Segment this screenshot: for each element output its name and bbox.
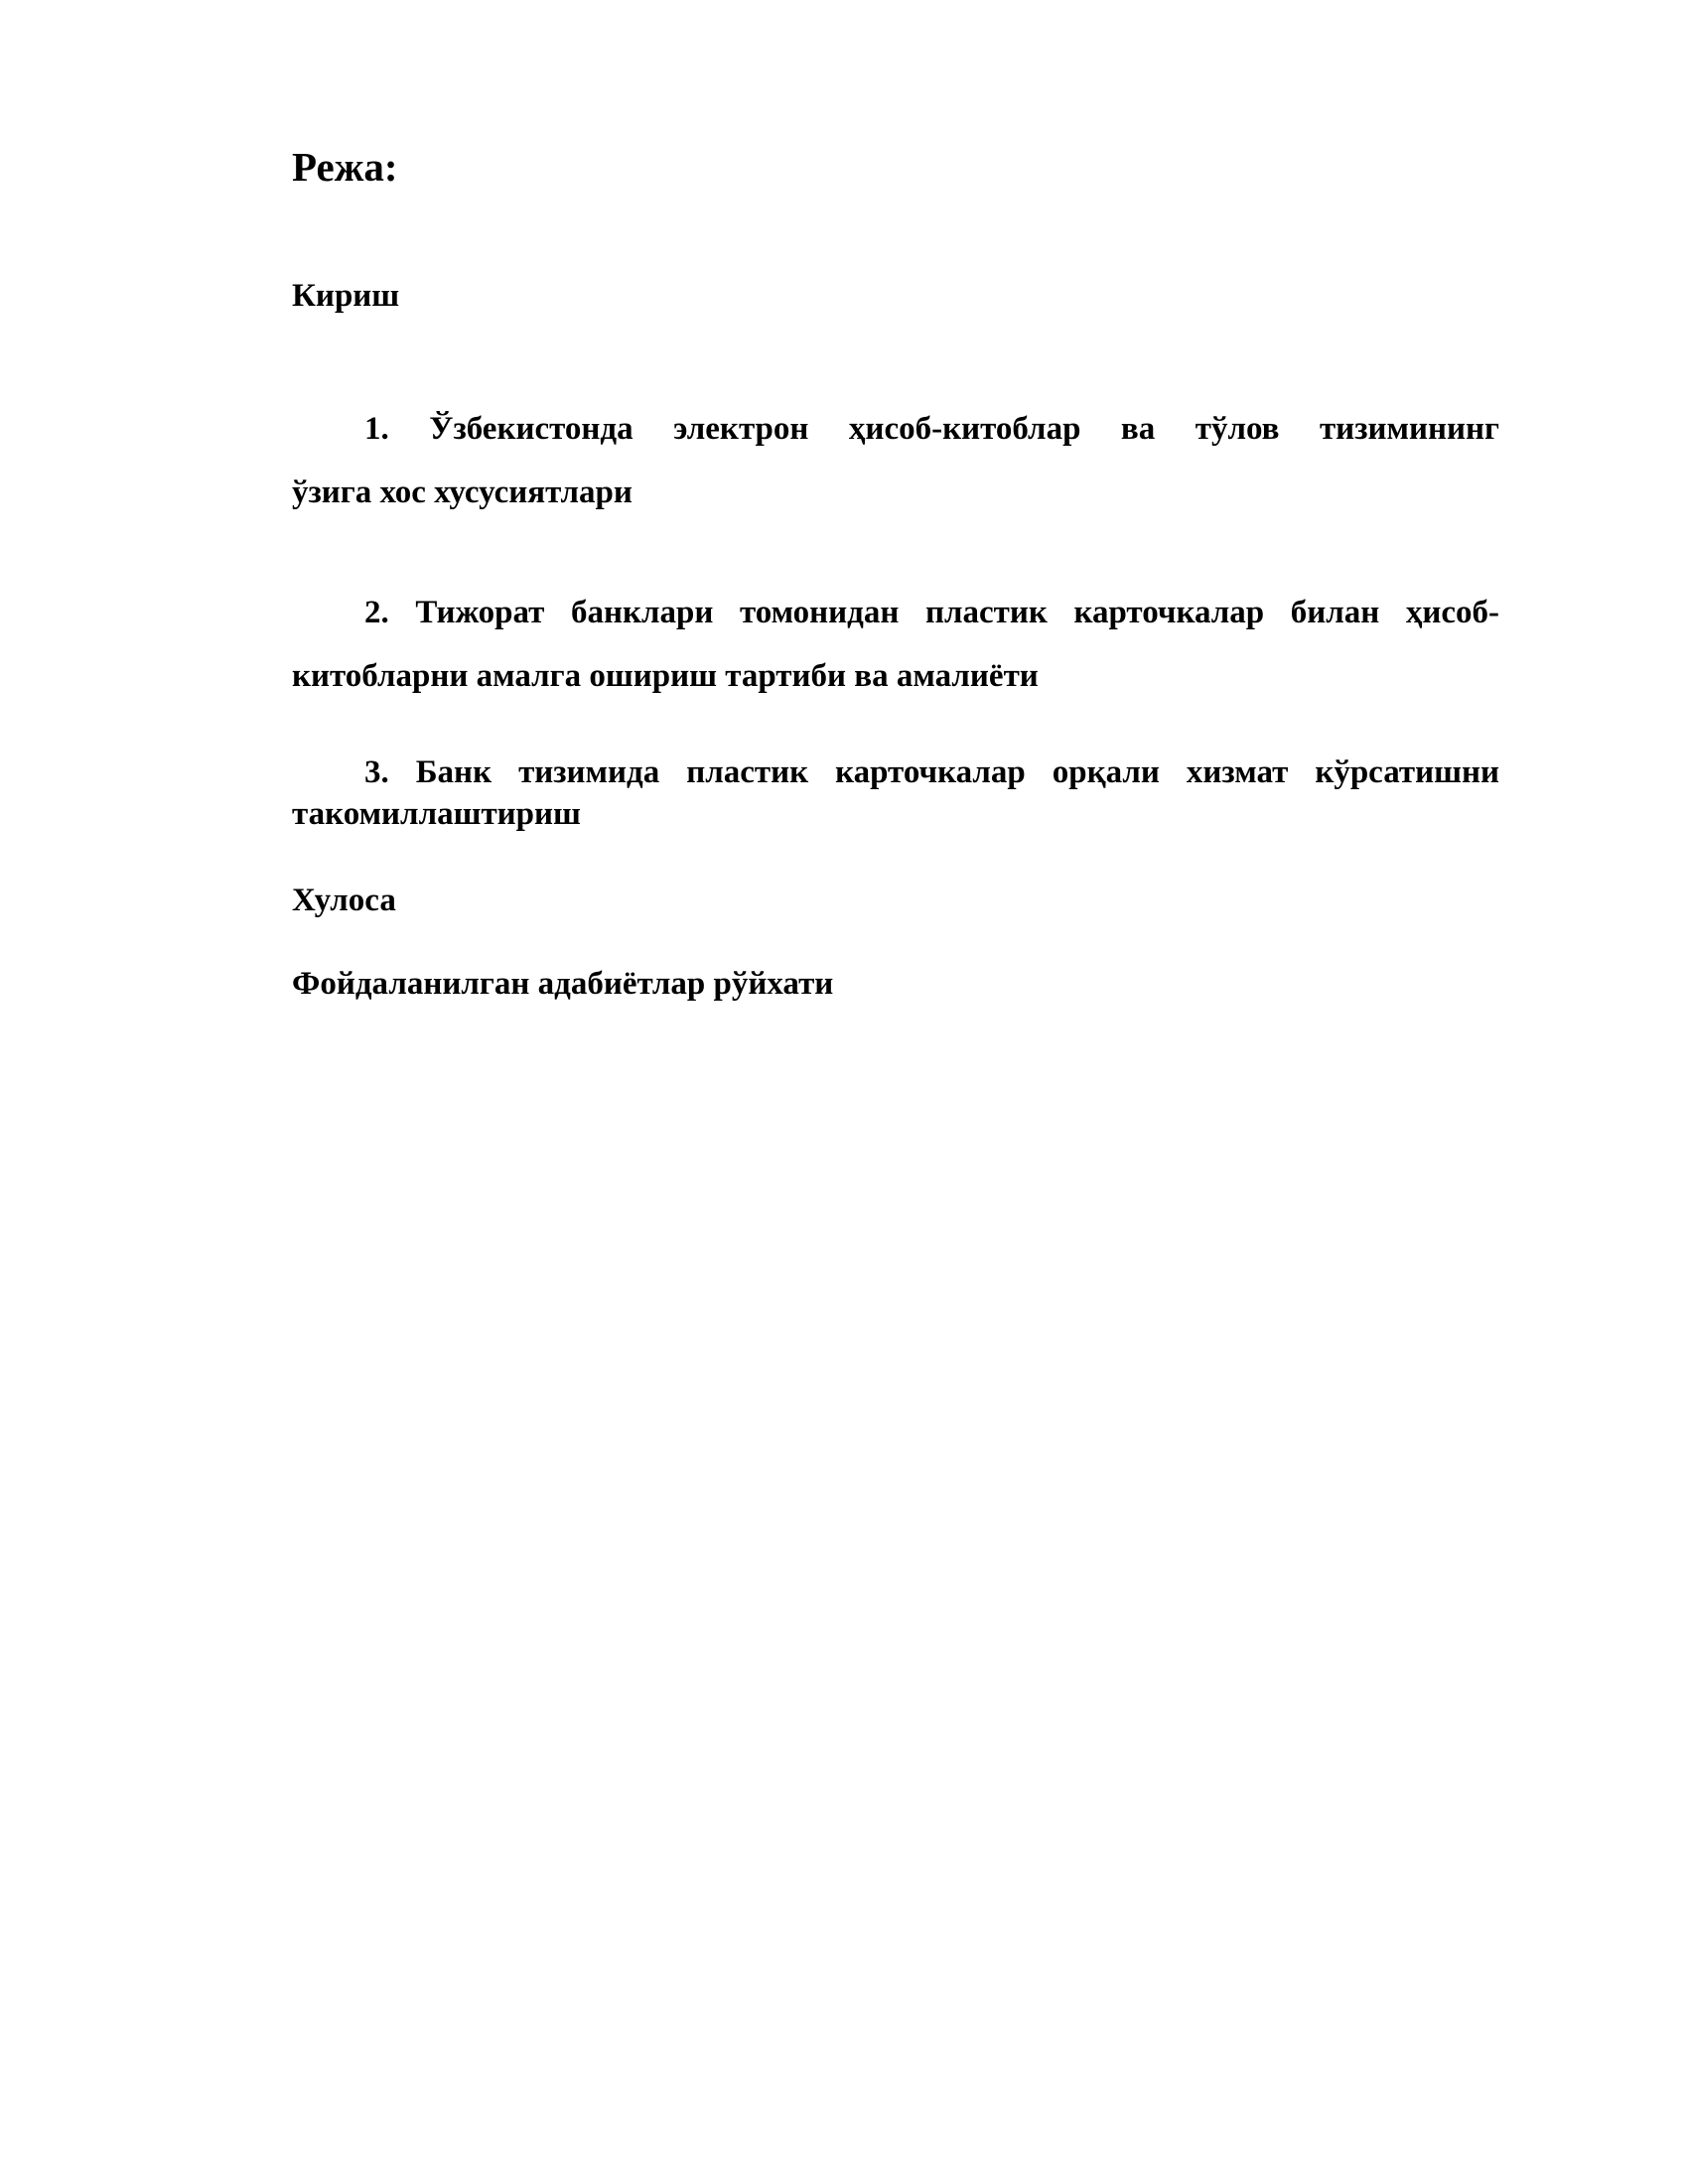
plan-item-1-line-1: 1. Ўзбекистонда электрон ҳисоб-китоблар ва тўлов тизимининг bbox=[364, 411, 1499, 447]
intro-heading: Кириш bbox=[292, 278, 400, 314]
plan-item-3-line-2: такомиллаштириш bbox=[292, 796, 581, 832]
plan-item-3-line-1: 3. Банк тизимида пластик карточкалар орқали хизмат кўрсатишни bbox=[364, 754, 1499, 790]
plan-item-3 bbox=[292, 751, 1499, 835]
conclusion-heading: Хулоса bbox=[292, 883, 396, 918]
plan-item-2-line-2: китобларни амалга ошириш тартиби ва амалиёти bbox=[292, 658, 1039, 694]
plan-item-2 bbox=[292, 581, 1499, 708]
references-heading: Фойдаланилган адабиётлар рўйхати bbox=[292, 966, 834, 1002]
plan-item-1-line-2: ўзига хос хусусиятлари bbox=[292, 475, 633, 510]
plan-item-2-line-1: 2. Тижорат банклари томонидан пластик карточкалар билан ҳисоб- bbox=[364, 595, 1499, 630]
plan-item-1 bbox=[292, 397, 1499, 524]
page-title: Режа: bbox=[292, 144, 398, 190]
